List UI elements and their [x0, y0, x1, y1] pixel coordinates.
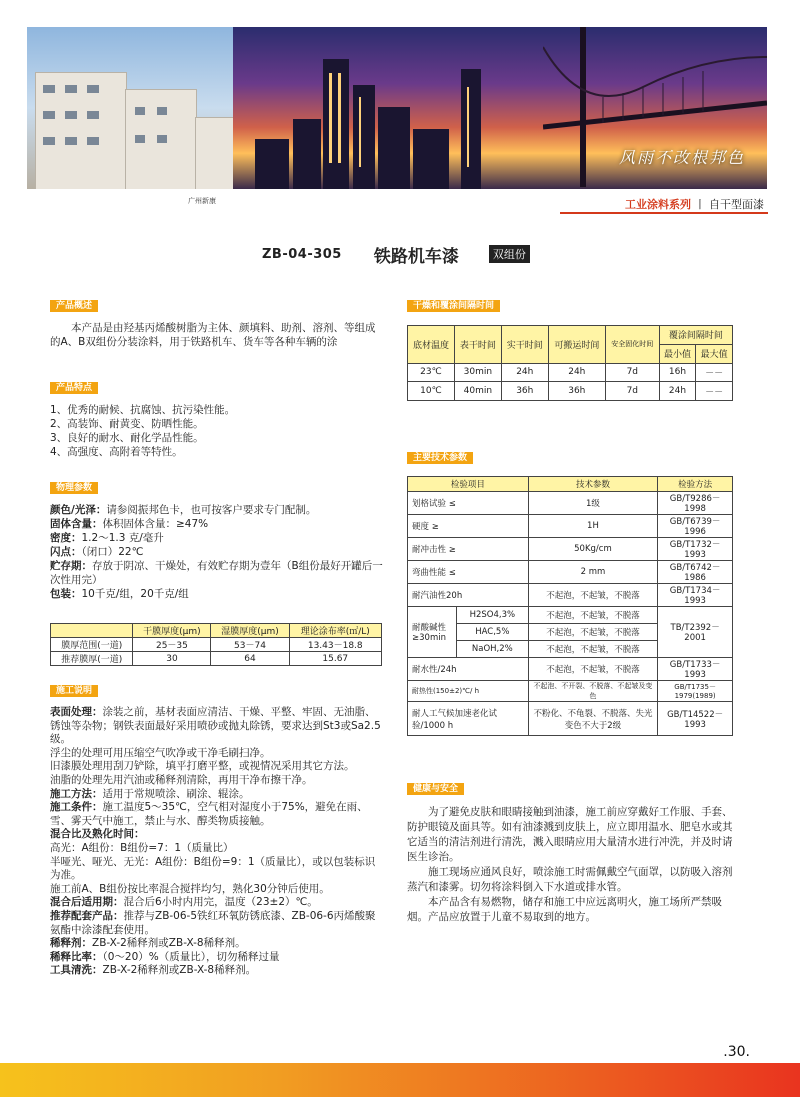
construction-line: 旧漆膜处理用刮刀铲除，填平打磨平整，或视情况采用其它方法。 [50, 760, 355, 773]
physical-line: 固体含量：体积固体含量：≥47% [50, 518, 209, 530]
construction-line: 表面处理：涂装之前，基材表面应清洁、干燥、平整、牢固、无油脂、锈蚀等杂物；钢铁表面最好采用喷砂或抛丸除锈，要求达到St3或Sa2.5级。 [50, 706, 381, 746]
overview-heading: 产品概述 [50, 300, 98, 312]
safety-paragraph: 为了避免皮肤和眼睛接触到油漆，施工前应穿戴好工作服、手套、防护眼镜及面具等。如有油漆溅到皮肤上，应立即用温水、肥皂水或其它适当的清洁剂进行清洗，溅入眼睛应用大量清水进行冲洗，并及时请医生诊治。 [407, 806, 733, 863]
table-row: 耐人工气候加速老化试验/1000 h 不粉化、不龟裂、不脱落、失光变色不大于2级 GB/T14522－1993 [408, 702, 733, 736]
construction-line: 混合比及熟化时间： [50, 828, 145, 841]
overview-body: 本产品是由羟基丙烯酸树脂为主体、颜填料、助剂、溶剂、等组成的A、B双组份分装涂料，用于铁路机车、货车等各种车辆的涂 [50, 322, 376, 348]
table-row: HAC,5% 不起泡，不起皱，不脱落 [408, 624, 733, 641]
table-header-row: 底材温度 表干时间 实干时间 可搬运时间 安全固化时间 覆涂间隔时间 [408, 326, 733, 345]
table-row: 膜厚范围(一道) 25－35 53－74 13.43－18.8 [51, 638, 382, 652]
safety-paragraph: 施工现场应通风良好，喷涂施工时需佩戴空气面罩，以防吸入溶剂蒸汽和漆雾。切勿将涂料倒入下水道或排水管。 [407, 866, 733, 893]
table-row: 弯曲性能 ≤ 2 mm GB/T6742－1986 [408, 561, 733, 584]
physical-line: 包装：10千克/组，20千克/组 [50, 588, 189, 600]
series-label [625, 196, 764, 212]
physical-heading: 物理参数 [50, 482, 98, 494]
safety-paragraph: 本产品含有易燃物，储存和施工中应远离明火，施工场所严禁吸烟。产品应放置于儿童不易取到的地方。 [407, 896, 722, 923]
table-row: NaOH,2% 不起泡，不起皱，不脱落 [408, 641, 733, 658]
photo-caption: 广州新康 [188, 197, 216, 205]
construction-line: 施工条件：施工温度5～35℃，空气相对湿度小于75%，避免在雨、雪、雾天气中施工，禁止与水、醇类物质接触。 [50, 801, 368, 827]
construction-line: 推荐配套产品：推荐与ZB-06-5铁红环氧防锈底漆、ZB-06-6丙烯酸聚氨酯中涂漆配套使用。 [50, 909, 376, 936]
table-row: 硬度 ≥ 1H GB/T6739－1996 [408, 515, 733, 538]
product-title [262, 243, 530, 265]
drying-heading: 干燥和覆涂间隔时间 [407, 300, 500, 312]
series-label-rest: 自干型面漆 [709, 198, 764, 211]
series-label-sep: 丨 [694, 198, 706, 211]
component-badge: 双组份 [489, 245, 530, 263]
series-label-red: 工业涂料系列 [625, 198, 691, 211]
construction-line: 工具清洗：ZB-X-2稀释剂或ZB-X-8稀释剂。 [50, 964, 257, 977]
table-row: 耐汽油性20h 不起泡，不起皱，不脱落 GB/T1734－1993 [408, 584, 733, 607]
tech-params-table [407, 476, 733, 736]
safety-body [407, 805, 742, 925]
feature-item: 3、良好的耐水、耐化学品性能。 [50, 432, 204, 444]
construction-list [50, 706, 385, 978]
features-heading: 产品特点 [50, 382, 98, 394]
construction-line: 油脂的处理先用汽油或稀释剂清除，再用干净布擦干净。 [50, 773, 313, 786]
construction-line: 半哑光、哑光、无光：A组份：B组份=9：1（质量比），或以包装标识为准。 [50, 855, 376, 882]
construction-line: 稀释剂：ZB-X-2稀释剂或ZB-X-8稀释剂。 [50, 937, 246, 950]
table-row: 耐热性(150±2)℃/ h 不起泡、不开裂、不脱落、不起皱及变色 GB/T1735－1979(1989) [408, 681, 733, 702]
drying-table [407, 325, 733, 401]
footer-gradient-bar [0, 1063, 800, 1097]
table-header-row: 最小值 最大值 [408, 344, 733, 363]
construction-line: 高光：A组份：B组份=7：1（质量比） [50, 841, 234, 854]
construction-line: 混合后适用期：混合后6小时内用完，温度（23±2）℃。 [50, 896, 318, 909]
product-name: 铁路机车漆 [373, 246, 459, 267]
safety-heading: 健康与安全 [407, 783, 464, 795]
table-row: 划格试验 ≤ 1级 GB/T9286－1998 [408, 492, 733, 515]
construction-line: 浮尘的处理可用压缩空气吹净或干净毛刷扫净。 [50, 746, 271, 759]
table-row: 耐水性/24h 不起泡，不起皱，不脱落 GB/T1733－1993 [408, 658, 733, 681]
construction-heading: 施工说明 [50, 685, 98, 697]
product-model: ZB-04-305 [262, 246, 342, 262]
construction-line: 施工方法：适用于常规喷涂、刷涂、辊涂。 [50, 787, 250, 800]
table-header-row: 检验项目 技术参数 检验方法 [408, 477, 733, 492]
physical-line: 贮存期：存放于阴凉、干燥处，有效贮存期为壹年（B组份最好开罐后一次性用完） [50, 560, 383, 586]
tech-heading: 主要技术参数 [407, 452, 473, 464]
film-thickness-table [50, 623, 382, 666]
table-row: 推荐膜厚(一道) 30 64 15.67 [51, 652, 382, 666]
feature-item: 2、高装饰、耐黄变、防晒性能。 [50, 418, 204, 430]
banner-slogan: 风雨不改根邦色 [618, 148, 745, 167]
construction-line: 施工前A、B组份按比率混合搅拌均匀，熟化30分钟后使用。 [50, 882, 330, 895]
table-row: 10℃ 40min 36h 36h 7d 24h －－ [408, 382, 733, 401]
table-row: 耐酸碱性≥30min H2SO4,3% 不起泡，不起皱，不脱落 TB/T2392－2001 [408, 607, 733, 624]
features-list [50, 403, 380, 459]
physical-list [50, 503, 385, 601]
feature-item: 1、优秀的耐候、抗腐蚀、抗污染性能。 [50, 404, 236, 416]
header-banner [27, 27, 767, 189]
physical-line: 闪点：（闭口）22℃ [50, 546, 144, 558]
physical-line: 密度：1.2～1.3 克/毫升 [50, 532, 164, 544]
table-row: 耐冲击性 ≥ 50Kg/cm GB/T1732－1993 [408, 538, 733, 561]
table-row: 23℃ 30min 24h 24h 7d 16h －－ [408, 363, 733, 382]
page-number: .30. [723, 1044, 750, 1060]
city-skyline-photo [233, 27, 767, 189]
series-divider [560, 212, 768, 214]
table-header-row: 干膜厚度(μm) 湿膜厚度(μm) 理论涂布率(㎡/L) [51, 624, 382, 638]
apartment-photo [27, 27, 233, 189]
feature-item: 4、高强度、高附着等特性。 [50, 446, 183, 458]
construction-line: 稀释比率：（0～20）%（质量比），切勿稀释过量 [50, 950, 280, 963]
physical-line: 颜色/光泽：请参阅振邦色卡，也可按客户要求专门配制。 [50, 504, 317, 516]
